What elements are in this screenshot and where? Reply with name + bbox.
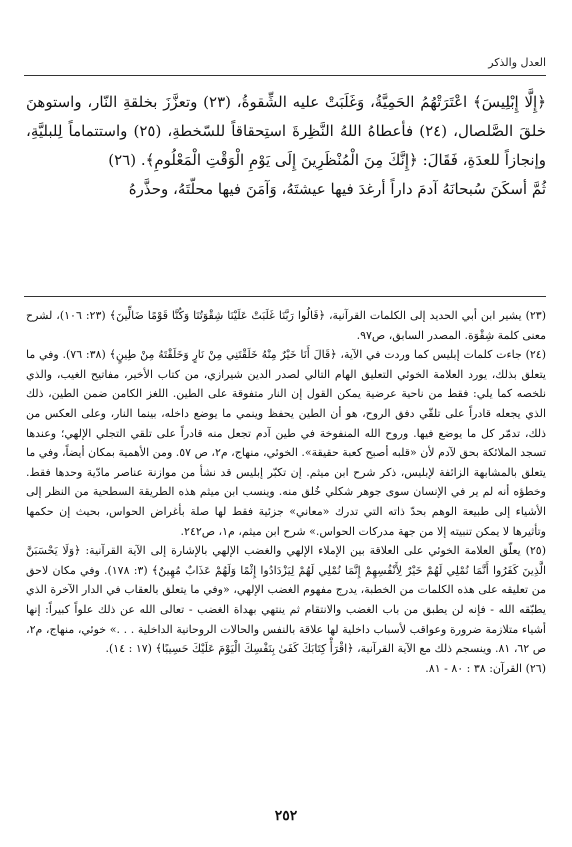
footnotes bbox=[26, 306, 546, 678]
footnote-24: (٢٤) جاءت كلمات إبليس كما وردت في الآية، ﴿قَالَ أَنَا خَيْرٌ مِنْهُ خَلَقْتَنِي مِنْ نَارٍ وَخَلَقْتَهُ مِنْ طِينٍ﴾ (٣٨: ٧٦). وفي ما يتعلق بذلك، يورد العلامة الخوئي التعليق الهام التالي لصدر الدين شيرازي، من كتاب الأخير، مفاتيح الغيب، والذي نلخصه كما يلي: فقط من ناحية عرضية يمكن القول إن النار متفوقة على الطين. اللغز الكامن ضمن الطين، ذلك الذي يجعله قادراً على تلقّي دفق الروح، هو أن الطين يحفظ وينمي ما يوضع داخله، بينما النار، وعلى العكس من ذلك، تدمّر كل ما يوضع فيها. وروح الله المنفوخة في طين آدم تجعل منه قادراً على تلقي التجلي الإلهي؛ وعندها تسجد الملائكة بحق لآدم لأن «قلبه أصبح كعبة حقيقة». الخوئي، منهاج، م٢، ص ٥٧. ومن الأهمية بمكان أيضاً، وفي ما يتعلق بالمشابهة الزائفة لإبليس، ذكر شرح ابن ميثم. إن تكبّر إبليس قد نشأ من موازنة عناصر مادّية وحدها فقط. وخطؤه أنه لم ير في الإنسان سوى جوهر شكلي خُلق منه. وينسب ابن ميثم هذه الطريقة السطحية من النظر إلى الأشياء إلى طبيعة الوهم بحدّ ذاته التي تدرك «معاني» جزئية فقط لها صلة بأغراض الحواس، بحيث إن حكمها وتأثيرها لا يمكن تنبيته إلا من جهة مدركات الحواس.» شرح ابن ميثم، م١، ص٢٤٢. bbox=[26, 348, 547, 538]
main-paragraph: ﴿إِلَّا إِبْلِيسَ﴾ اعْتَرَتْهُمُ الحَمِيَّةُ، وَغَلَبَتْ عليه الشِّقوةُ، (٢٣) وتعزَّزَ بخلقةِ النّار، واستوهنَ خلقَ الصَّلصال، (٢٤) فأعطاهُ اللهُ النَّظِرةَ استِحقاقاً للسّخطةِ، (٢٥) واستتماماً لِلبليَّةِ، وإنجازاً للعدَةِ، فَقَالَ: ﴿إِنَّكَ مِنَ الْمُنْظَرِينَ إِلَى يَوْمِ الْوَقْتِ الْمَعْلُومِ﴾. (٢٦) bbox=[26, 93, 546, 169]
main-paragraph: ثُمَّ أسكَنَ سُبحانَهُ آدمَ داراً أرغدَ فيها عيشتَهُ، وَآمَنَ فيها محلّتَهُ، وحذَّرهُ bbox=[128, 180, 546, 198]
running-header: العدل والذكر bbox=[488, 56, 546, 69]
footnote-26: (٢٦) القرآن: ٣٨ : ٨٠ - ٨١. bbox=[425, 661, 546, 675]
header-divider bbox=[24, 75, 546, 76]
page-number: ٢٥٢ bbox=[274, 808, 298, 824]
footnote-23: (٢٣) يشير ابن أبي الحديد إلى الكلمات القرآنية، ﴿قَالُوا رَبَّنَا غَلَبَتْ عَلَيْنَا شِقْوَتُنَا وَكُنَّا قَوْمًا ضَالِّينَ﴾ (٢٣: ١٠٦)، لشرح معنى كلمة شِقْوَة. المصدر السابق، ص٩٧. bbox=[26, 309, 546, 342]
main-text bbox=[26, 88, 546, 204]
footnote-25: (٢٥) يعلّق العلامة الخوئي على العلاقة بين الإملاء الإلهي والغضب الإلهي بالإشارة إلى الآية القرآنية: ﴿وَلَا يَحْسَبَنَّ الَّذِينَ كَفَرُوا أَنَّمَا نُمْلِي لَهُمْ خَيْرٌ لِأَنْفُسِهِمْ إِنَّمَا نُمْلِي لَهُمْ لِيَزْدَادُوا إِثْمًا وَلَهُمْ عَذَابٌ مُهِينٌ﴾ (٣: ١٧٨). وفي مكان لاحق من تعليقه على هذه الكلمات من الخطبة، يدرج مفهوم الغضب الإلهي، «وفي ما يتعلق بالعقاب في الدار الآخرة الذي يطبّقه الله - فإنه لن يطبق من باب الغضب والانتقام ثم ينتهي بهداة الغضب - تعالى الله عن ذلك علواً كبيراً: إنها أشياء متلازمة ضرورة وعواقب لأسباب داخلية لها علاقة بالنفس والحالات الروحانية الداخلية . . .» خوئي، منهاج، م٢، ص ٦٢، ٨١. وينسجم ذلك مع الآية القرآنية، ﴿اقْرَأْ كِتَابَكَ كَفَىٰ بِنَفْسِكَ الْيَوْمَ عَلَيْكَ حَسِيبًا﴾ (١٧ : ١٤). bbox=[26, 544, 546, 656]
footnote-divider bbox=[24, 296, 546, 297]
